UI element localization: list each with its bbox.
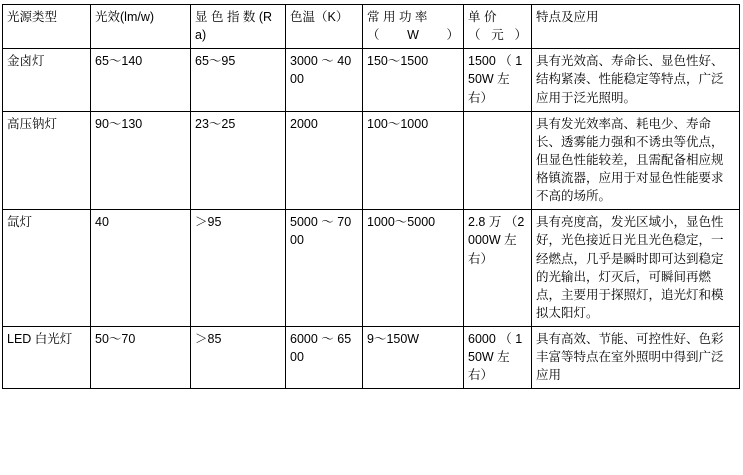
cell-common-power: 100～1000	[363, 111, 464, 210]
cell-luminous-efficacy: 90～130	[91, 111, 191, 210]
column-header-color-rendering-index: 显 色 指 数 (Ra)	[191, 5, 286, 49]
light-source-comparison-table	[2, 4, 740, 389]
cell-color-temperature: 2000	[286, 111, 363, 210]
cell-luminous-efficacy: 50～70	[91, 327, 191, 389]
table-row	[3, 327, 740, 389]
cell-features-and-applications: 具有发光效率高、耗电少、寿命长、透雾能力强和不诱虫等优点，但显色性能较差，且需配备相应规格镇流器，应用于对显色性能要求不高的场所。	[532, 111, 740, 210]
table-body	[3, 49, 740, 389]
cell-features-and-applications: 具有亮度高，发光区域小，显色性好，光色接近日光且光色稳定，一经燃点，几乎是瞬时即可达到稳定的光输出，灯灭后，可瞬间再燃点，主要用于探照灯，追光灯和模拟太阳灯。	[532, 210, 740, 327]
column-header-light-source-type: 光源类型	[3, 5, 91, 49]
column-header-unit-price: 单 价 （元）	[464, 5, 532, 49]
table-row	[3, 49, 740, 111]
table-row	[3, 210, 740, 327]
cell-features-and-applications: 具有光效高、寿命长、显色性好、结构紧凑、性能稳定等特点，广泛应用于泛光照明。	[532, 49, 740, 111]
table-header	[3, 5, 740, 49]
cell-luminous-efficacy: 65～140	[91, 49, 191, 111]
column-header-common-power: 常 用 功 率 （W）	[363, 5, 464, 49]
column-header-features-and-applications: 特点及应用	[532, 5, 740, 49]
cell-common-power: 150～1500	[363, 49, 464, 111]
cell-color-rendering-index: 23～25	[191, 111, 286, 210]
cell-light-source-type: 氙灯	[3, 210, 91, 327]
cell-color-rendering-index: ＞85	[191, 327, 286, 389]
cell-features-and-applications: 具有高效、节能、可控性好、色彩丰富等特点在室外照明中得到广泛应用	[532, 327, 740, 389]
cell-color-temperature: 3000 ～ 4000	[286, 49, 363, 111]
cell-color-temperature: 6000 ～ 6500	[286, 327, 363, 389]
cell-light-source-type: LED 白光灯	[3, 327, 91, 389]
cell-unit-price	[464, 111, 532, 210]
cell-luminous-efficacy: 40	[91, 210, 191, 327]
cell-color-temperature: 5000 ～ 7000	[286, 210, 363, 327]
cell-unit-price: 6000 （ 150W 左右）	[464, 327, 532, 389]
table-row	[3, 111, 740, 210]
cell-color-rendering-index: 65～95	[191, 49, 286, 111]
cell-light-source-type: 高压钠灯	[3, 111, 91, 210]
cell-common-power: 9～150W	[363, 327, 464, 389]
cell-unit-price: 1500 （ 150W 左右）	[464, 49, 532, 111]
cell-light-source-type: 金卤灯	[3, 49, 91, 111]
cell-color-rendering-index: ＞95	[191, 210, 286, 327]
column-header-luminous-efficacy: 光效(lm/w)	[91, 5, 191, 49]
cell-common-power: 1000～5000	[363, 210, 464, 327]
table-header-row	[3, 5, 740, 49]
cell-unit-price: 2.8 万 （2000W 左右）	[464, 210, 532, 327]
column-header-color-temperature: 色温（K）	[286, 5, 363, 49]
